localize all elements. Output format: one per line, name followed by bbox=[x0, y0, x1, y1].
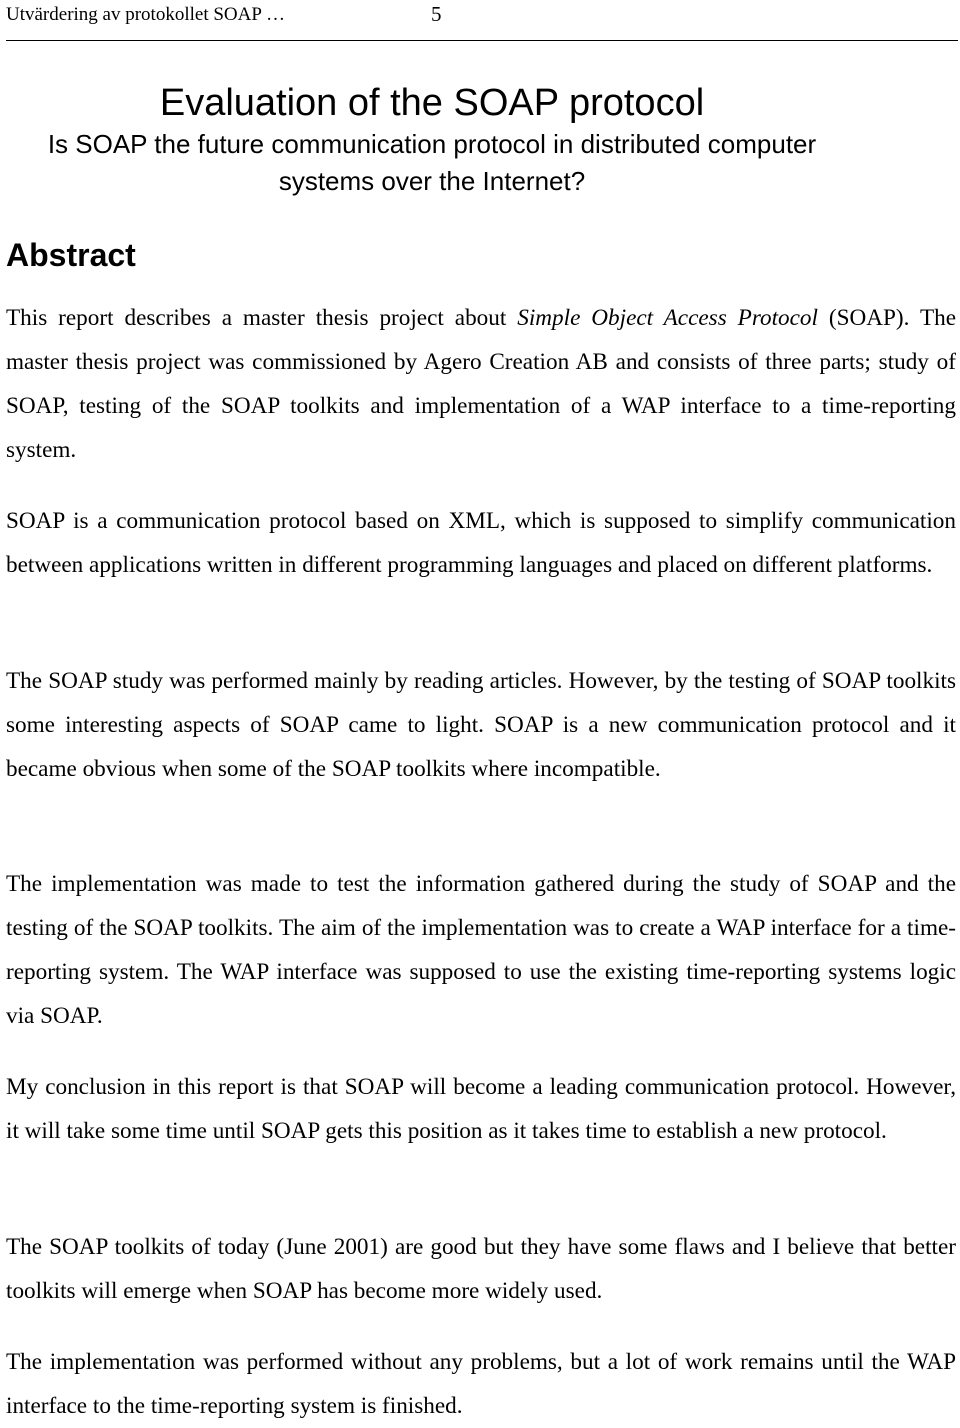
abstract-paragraph-5: My conclusion in this report is that SOAP will become a leading communication protocol. However, it will take some time until SOAP gets this position as it takes time to establish a new protocol. bbox=[6, 1074, 956, 1144]
abstract-paragraph-7: The implementation was performed without any problems, but a lot of work remains until the WAP interface to the time-reporting system is finished. bbox=[6, 1349, 956, 1419]
abstract-paragraph-2: SOAP is a communication protocol based on XML, which is supposed to simplify communication between applications written in different programming languages and placed on different platforms. bbox=[6, 508, 956, 578]
section-heading-abstract: Abstract bbox=[6, 237, 136, 273]
page-header bbox=[6, 0, 958, 41]
title-block bbox=[0, 80, 864, 200]
document-subtitle: Is SOAP the future communication protocol in distributed computer systems over the Internet? bbox=[47, 129, 817, 196]
abstract-paragraph-1 bbox=[6, 296, 956, 472]
abstract-paragraph-3: The SOAP study was performed mainly by reading articles. However, by the testing of SOAP toolkits some interesting aspects of SOAP came to light. SOAP is a new communication protocol and it became obvious when some of the SOAP toolkits where incompatible. bbox=[6, 668, 956, 782]
document-title: Evaluation of the SOAP protocol bbox=[159, 82, 705, 124]
paragraph-1-text-start: This report describes a master thesis project about bbox=[6, 305, 518, 331]
abstract-paragraph-4: The implementation was made to test the information gathered during the study of SOAP and the testing of the SOAP toolkits. The aim of the implementation was to create a WAP interface for a time-reporting system. The WAP interface was supposed to use the existing time-reporting systems logic via SOAP. bbox=[6, 871, 956, 1029]
abstract-paragraph-6: The SOAP toolkits of today (June 2001) are good but they have some flaws and I believe that better toolkits will emerge when SOAP has become more widely used. bbox=[6, 1234, 956, 1304]
paragraph-1-text-end: (SOAP). The master thesis project was commissioned by Agero Creation AB and consists of three parts; study of SOAP, testing of the SOAP toolkits and implementation of a WAP interface to a time-reporting system. bbox=[6, 305, 957, 463]
page-number: 5 bbox=[431, 2, 442, 26]
protocol-name-italic: Simple Object Access Protocol bbox=[517, 305, 818, 331]
running-title: Utvärdering av protokollet SOAP … bbox=[6, 4, 285, 25]
